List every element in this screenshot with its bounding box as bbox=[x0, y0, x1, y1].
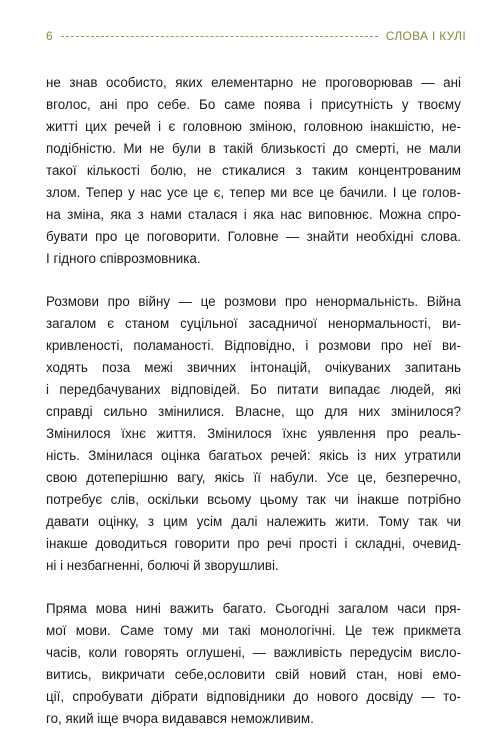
text-line: ції, спробувати дібрати відповідники до нового досвіду — то- bbox=[46, 689, 461, 704]
text-line: часів, коли говорять оглушені, — важливість передусім висло- bbox=[46, 645, 461, 660]
text-line: справді сильно змінилися. Власне, що для них змінилося? bbox=[46, 404, 461, 419]
text-line: ні і незбагненні, болючі й зворушливі. bbox=[46, 558, 279, 573]
text-line: Пряма мова нині важить багато. Сьогодні загалом часи пря- bbox=[46, 601, 461, 616]
paragraph-2 bbox=[46, 291, 461, 577]
text-line: кривленості, поламаності. Відповідно, і розмови про неї ви- bbox=[46, 338, 461, 353]
text-line: давати оцінку, з цим усім далі належить жити. Тому так чи bbox=[46, 514, 461, 529]
text-line: бувати про це поговорити. Головне — знайти необхідні слова. bbox=[46, 229, 461, 244]
text-line: злом. Тепер у нас усе це є, тепер ми все це бачили. І це голов- bbox=[46, 185, 461, 200]
dashed-rule bbox=[61, 36, 378, 37]
text-line: інакше доводиться говорити про речі прості і складні, очевид- bbox=[46, 536, 461, 551]
text-line: і передбачуваних відповідей. Бо питати випадає людей, які bbox=[46, 382, 461, 397]
text-line: витись, викричати себе,ословити свій новий стан, нові емо- bbox=[46, 667, 461, 682]
text-line: потребує слів, оскільки всьому цьому так чи інакше потрібно bbox=[46, 492, 461, 507]
text-line: ність. Змінилася оцінка багатьох речей: якісь із них утратили bbox=[46, 448, 461, 463]
text-line: го, який іще вчора видавався неможливим. bbox=[46, 711, 314, 726]
text-line: Розмови про війну — це розмови про ненормальність. Війна bbox=[46, 294, 461, 309]
text-line: подібністю. Ми не були в такій близькості до смерті, не мали bbox=[46, 141, 461, 156]
text-line: ходять поза межі звичних інтонацій, очікуваних запитань bbox=[46, 360, 461, 375]
text-line: такої кількості болю, не стикалися з таким концентрованим bbox=[46, 163, 461, 178]
page-number: 6 bbox=[46, 29, 53, 43]
body-text bbox=[46, 72, 461, 730]
text-line: мої мови. Саме тому ми такі монологічні. Це теж прикмета bbox=[46, 623, 461, 638]
text-line: не знав особисто, яких елементарно не проговорював — ані bbox=[46, 75, 461, 90]
text-line: вголос, ані про себе. Бо саме поява і присутність у твоєму bbox=[46, 97, 461, 112]
text-line: свою дотеперішню вагу, якісь її набули. Усе це, безперечно, bbox=[46, 470, 461, 485]
paragraph-1 bbox=[46, 72, 461, 270]
text-line: на зміна, яка з нами сталася і яка нас виповнює. Можна спро- bbox=[46, 207, 461, 222]
text-line: Змінилося їхнє життя. Змінилося їхнє уявлення про реаль- bbox=[46, 426, 461, 441]
running-header bbox=[46, 28, 466, 44]
text-line: житті цих речей і є головною зміною, головною інакшістю, не- bbox=[46, 119, 461, 134]
running-title: СЛОВА І КУЛІ bbox=[385, 29, 466, 43]
paragraph-3 bbox=[46, 598, 461, 730]
text-line: І гідного співрозмовника. bbox=[46, 251, 201, 266]
text-line: загалом є станом суцільної засадничої ненормальності, ви- bbox=[46, 316, 461, 331]
